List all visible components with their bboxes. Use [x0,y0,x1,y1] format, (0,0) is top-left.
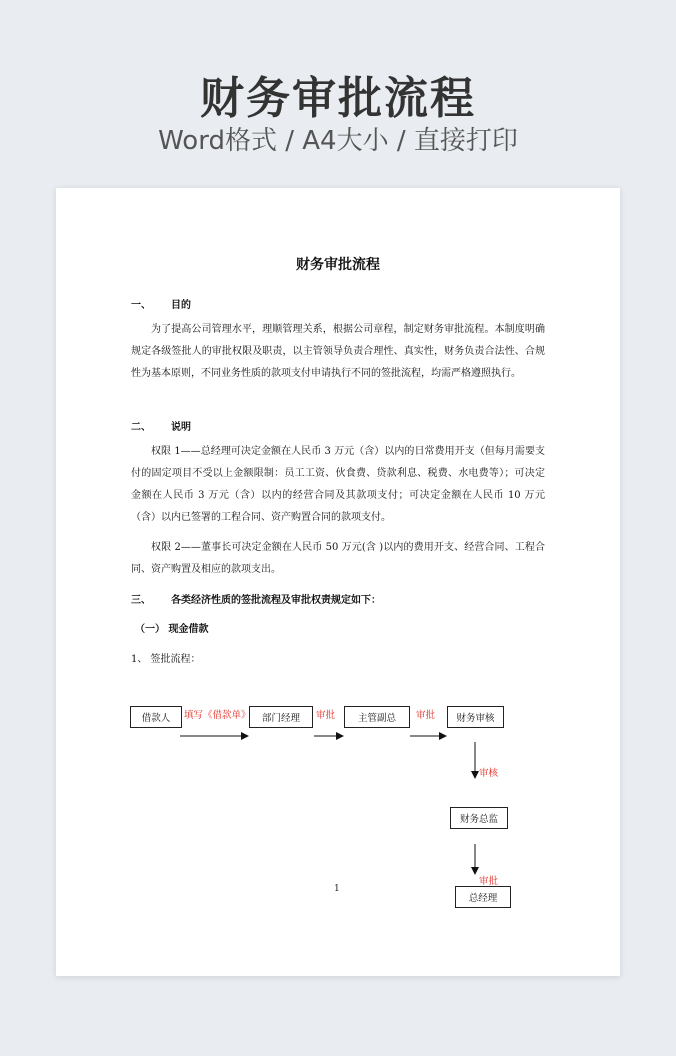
edge-label-review: 审核 [479,768,499,779]
flow-node-dept-manager: 部门经理 [249,706,313,728]
section-1-title: 目的 [171,300,191,311]
banner-subtitle: Word格式 / A4大小 / 直接打印 [158,126,518,156]
edge-label-approve-3: 审批 [479,876,499,887]
section-2-title: 说明 [171,422,191,433]
edge-label-approve-1: 审批 [316,710,336,721]
flow-node-borrower: 借款人 [130,706,182,728]
section-2-paragraph-2: 权限 2——董事长可决定金额在人民币 50 万元(含 )以内的费用开支、经营合同、工程合同、资产购置及相应的款项支出。 [131,542,545,575]
flow-node-deputy-gm: 主管副总 [344,706,410,728]
section-2-number: 二、 [131,422,151,433]
banner-title: 财务审批流程 [200,73,476,124]
flow-node-cfo: 财务总监 [450,807,508,829]
section-1-number: 一、 [131,300,151,311]
flow-item-label: 1、 签批流程： [131,654,201,665]
section-3-number: 三、 [131,595,151,606]
flowchart-arrows [56,188,620,976]
section-2-paragraph-1: 权限 1——总经理可决定金额在人民币 3 万元（含）以内的日常费用开支（但每月需要支付的固定项目不受以上金额限制：员工工资、伙食费、贷款利息、税费、水电费等）；可决定金额在人民币 3 万元（含）以内的经营合同及其款项支付；可决定金额在人民币 10 万元（含）以内已签署的工程合同、资产购置合同的款项支付。 [131,446,545,523]
subsection-cash-loan: （一） 现金借款 [135,624,209,635]
document-title: 财务审批流程 [296,257,380,273]
section-3-title: 各类经济性质的签批流程及审批权责规定如下： [171,595,381,606]
edge-label-fill-form: 填写《借款单》 [184,710,251,721]
flow-node-gm: 总经理 [455,886,511,908]
document-page [56,188,620,976]
flow-node-finance-review: 财务审核 [447,706,504,728]
section-1-paragraph: 为了提高公司管理水平，理顺管理关系，根据公司章程，制定财务审批流程。本制度明确规定各级签批人的审批权限及职责，以主管领导负责合理性、真实性，财务负责合法性、合规性为基本原则，不同业务性质的款项支付申请执行不同的签批流程，均需严格遵照执行。 [131,324,545,379]
edge-label-approve-2: 审批 [416,710,436,721]
page-number: 1 [334,884,340,894]
